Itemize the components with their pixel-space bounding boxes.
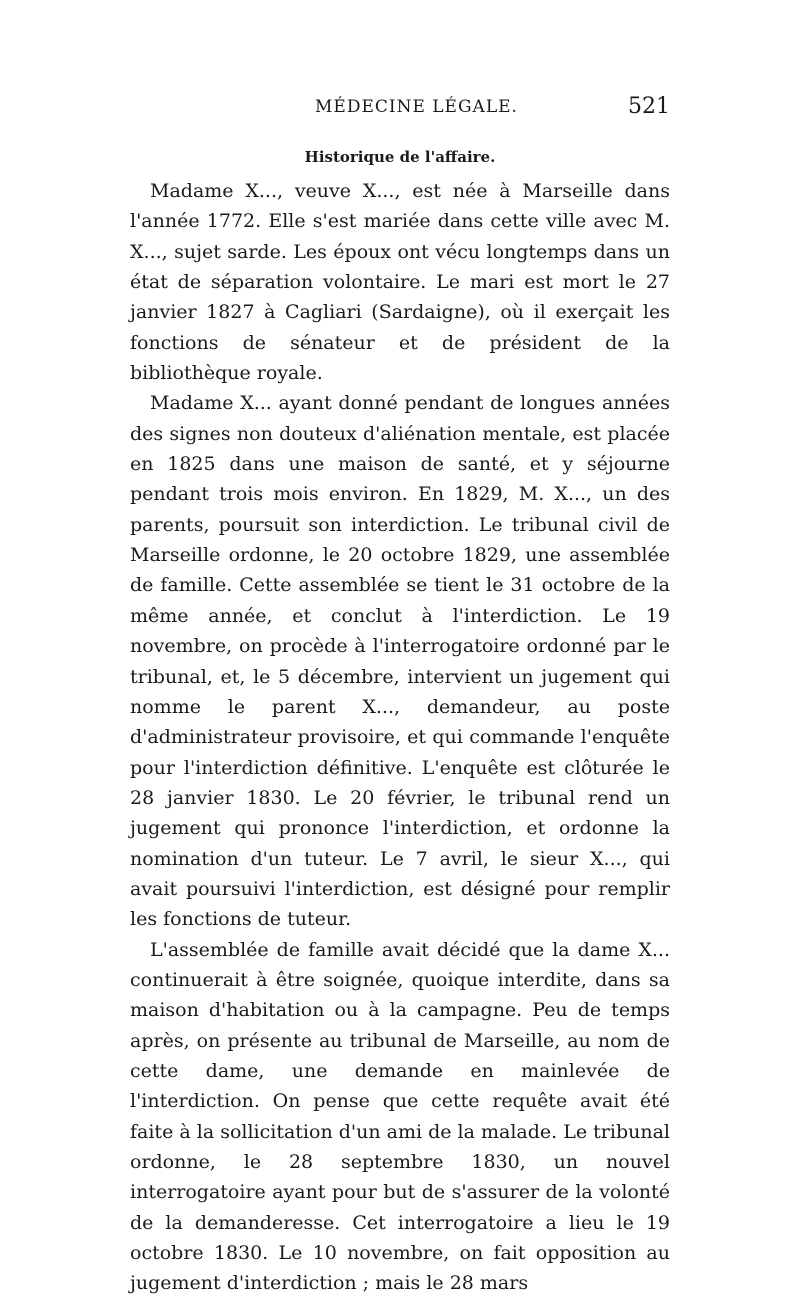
page-number: 521 [628, 94, 670, 119]
paragraph: L'assemblée de famille avait décidé que la dame X... continuerait à être soignée, quoique interdite, dans sa maison d'habitation ou à la campagne. Peu de temps après, on présente au tribunal de Marseille, au nom de cette dame, une demande en mainlevée de l'interdiction. On pense que cette requête avait été faite à la sollicitation d'un ami de la malade. Le tribunal ordonne, le 28 septembre 1830, un nouvel interrogatoire ayant pour but de s'assurer de la volonté de la demanderesse. Cet interrogatoire a lieu le 19 octobre 1830. Le 10 novembre, on fait opposition au jugement d'interdiction ; mais le 28 mars [130, 938, 670, 1295]
paragraph: Madame X... ayant donné pendant de longues années des signes non douteux d'aliénation mentale, est placée en 1825 dans une maison de santé, et y séjourne pendant trois mois environ. En 1829, M. X..., un des parents, poursuit son interdiction. Le tribunal civil de Marseille ordonne, le 20 octobre 1829, une assemblée de famille. Cette assemblée se tient le 31 octobre de la même année, et conclut à l'interdiction. Le 19 novembre, on procède à l'interrogatoire ordonné par le tribunal, et, le 5 décembre, intervient un jugement qui nomme le parent X..., demandeur, au poste d'administrateur provisoire, et qui commande l'enquête pour l'interdiction définitive. L'enquête est clôturée le 28 janvier 1830. Le 20 février, le tribunal rend un jugement qui prononce l'interdiction, et ordonne la nomination d'un tuteur. Le 7 avril, le sieur X..., qui avait poursuivi l'interdiction, est désigné pour remplir les fonctions de tuteur. [130, 392, 670, 931]
running-head [130, 92, 670, 126]
body-text [130, 176, 670, 1299]
paragraph: Madame X..., veuve X..., est née à Marseille dans l'année 1772. Elle s'est mariée dans cette ville avec M. X..., sujet sarde. Les époux ont vécu longtemps dans un état de séparation volontaire. Le mari est mort le 27 janvier 1827 à Cagliari (Sardaigne), où il exerçait les fonctions de sénateur et de président de la bibliothèque royale. [130, 180, 670, 385]
running-title: MÉDECINE LÉGALE. [315, 97, 518, 117]
section-heading: Historique de l'affaire. [304, 148, 496, 166]
